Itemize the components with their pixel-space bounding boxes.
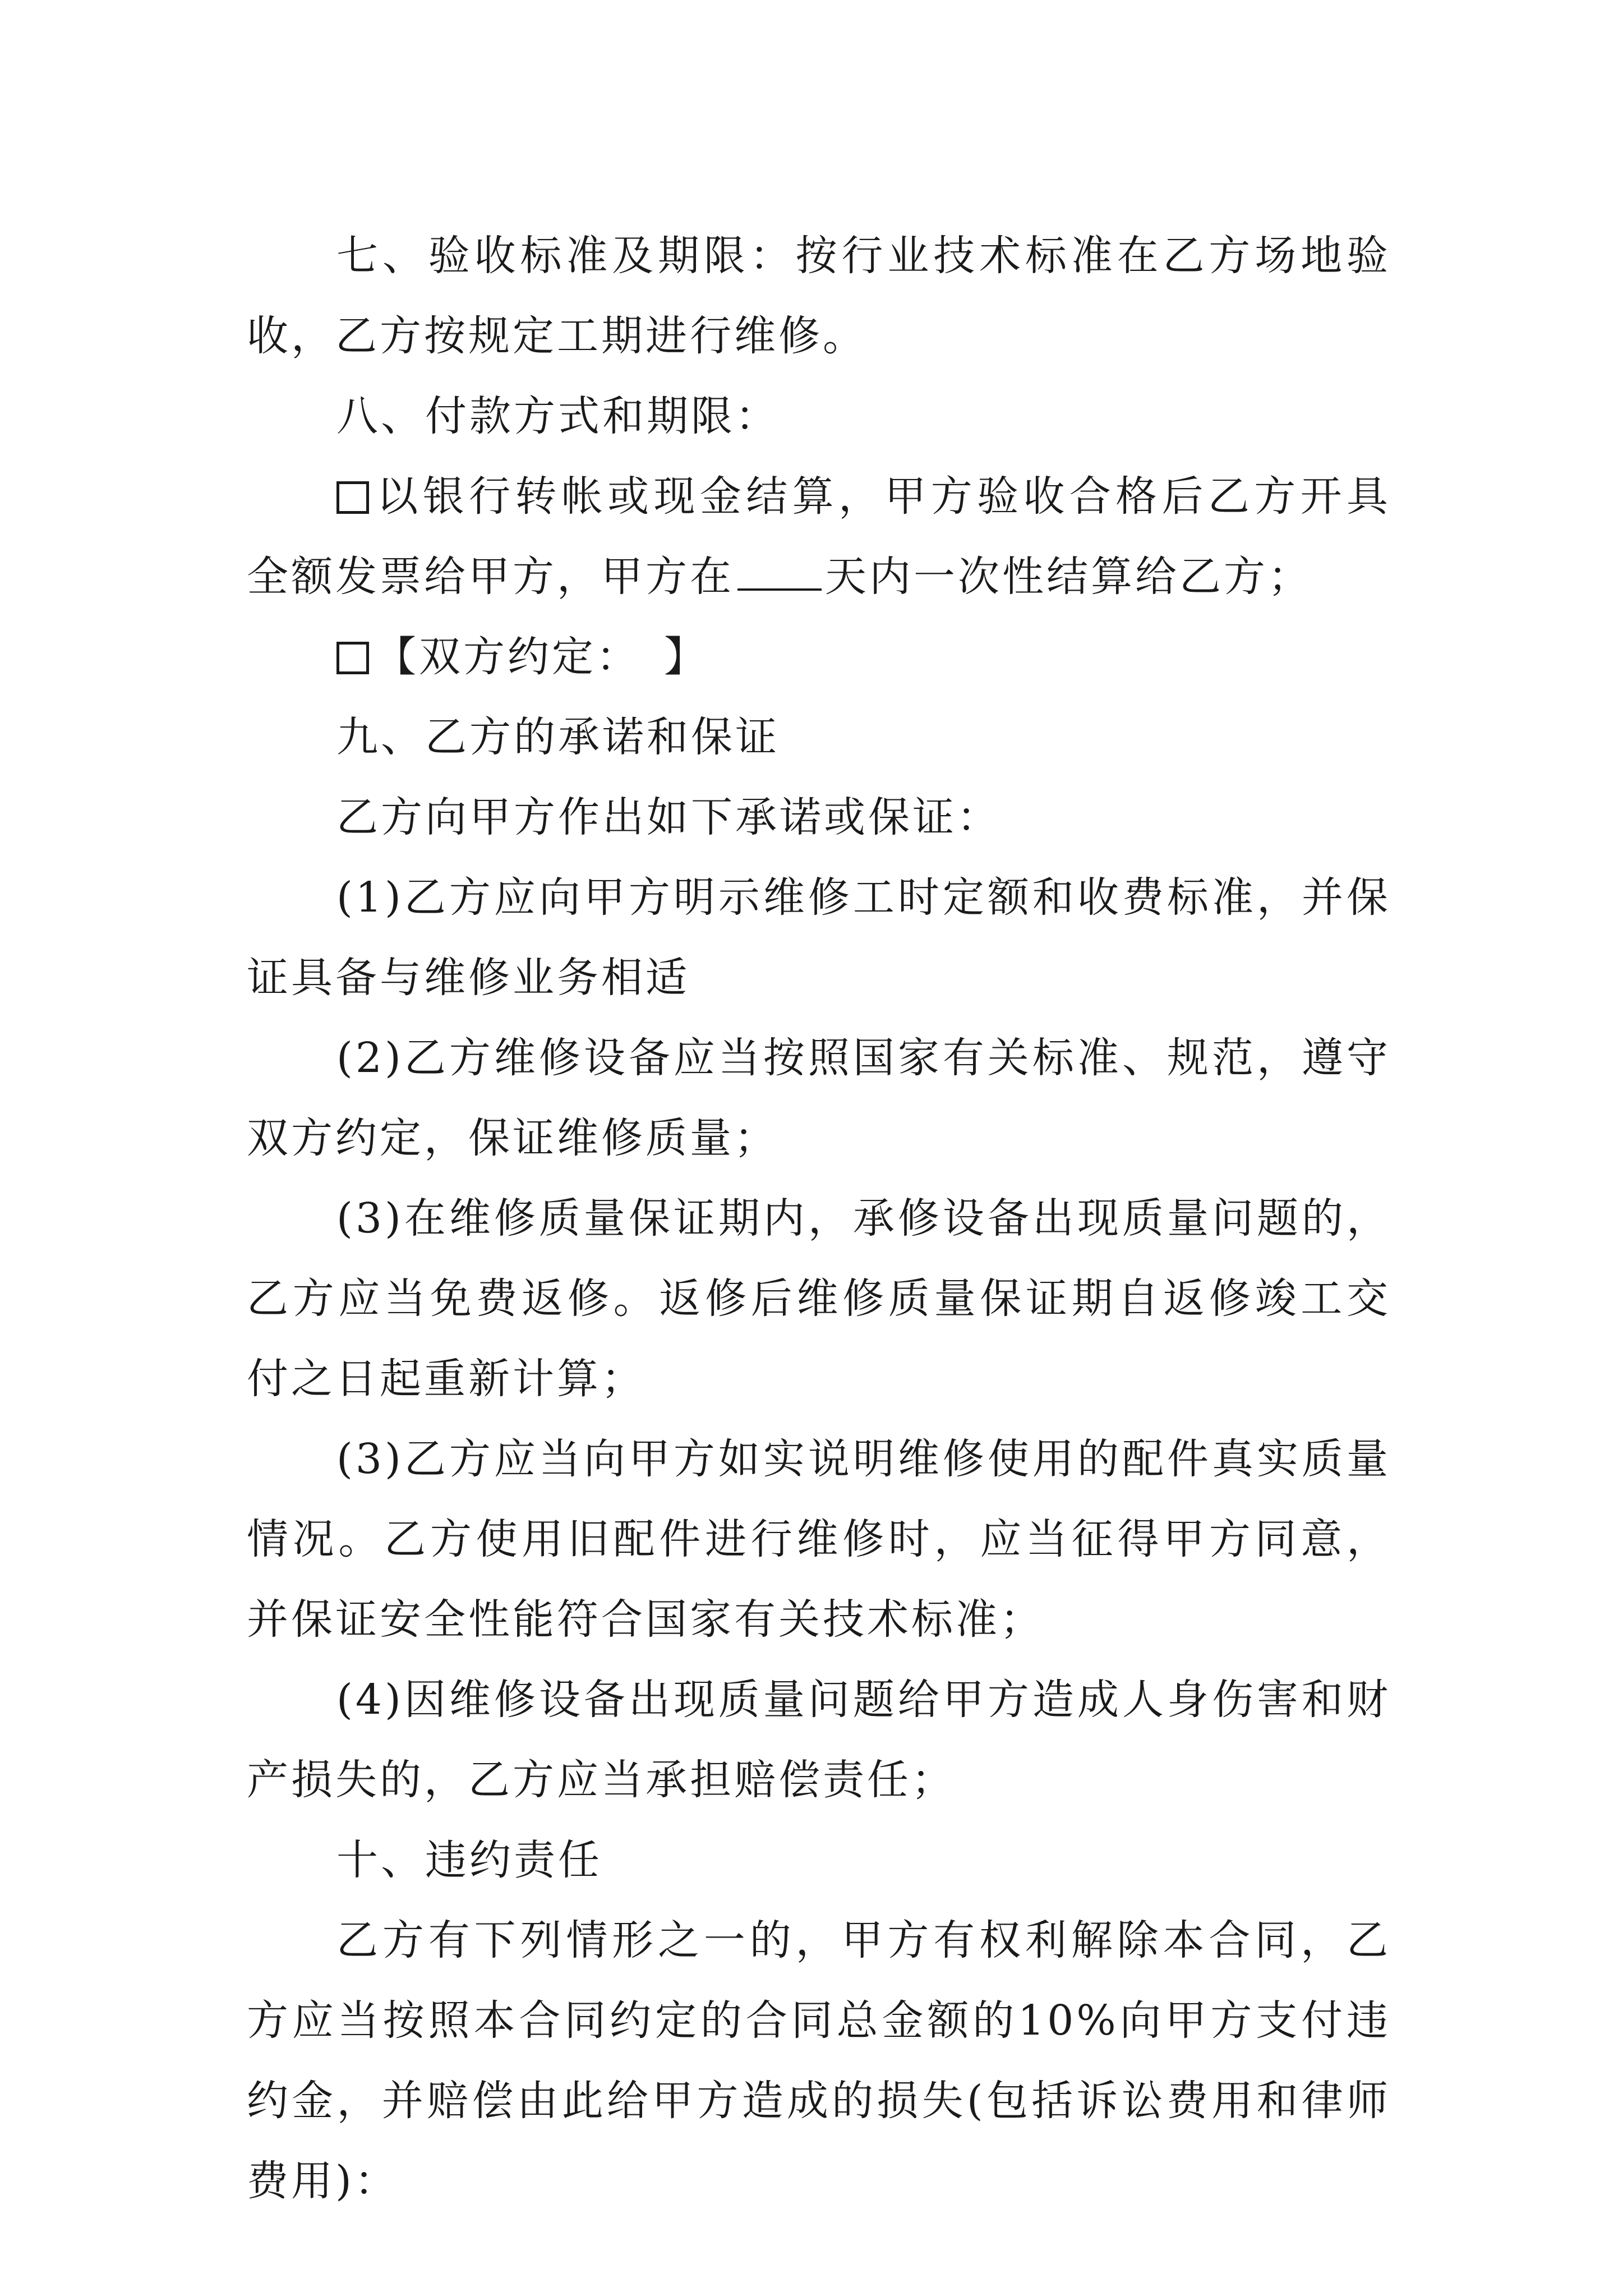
days-blank-field[interactable] (737, 555, 822, 591)
clause-9-intro: 乙方向甲方作出如下承诺或保证： (336, 793, 1001, 841)
payment-option-1 (247, 457, 1391, 617)
promise-item-1: (1)乙方应向甲方明示维修工时定额和收费标准，并保证具备与维修业务相适 (247, 873, 1391, 1002)
promise-item-3: (3)在维修质量保证期内，承修设备出现质量问题的，乙方应当免费返修。返修后维修质量保证期自返修竣工交付之日起重新计算； (247, 1194, 1391, 1403)
payment-option-1-text-b: 天内一次性结算给乙方； (825, 553, 1312, 601)
clause-10-heading: 十、违约责任 (336, 1836, 602, 1884)
document-body (247, 216, 1391, 2221)
clause-10-body: 乙方有下列情形之一的，甲方有权利解除本合同，乙方应当按照本合同约定的合同总金额的10%向甲方支付违约金，并赔偿由此给甲方造成的损失(包括诉讼费用和律师费用)： (247, 1916, 1391, 2205)
clause-7-acceptance: 七、验收标准及期限：按行业技术标准在乙方场地验收，乙方按规定工期进行维修。 (247, 232, 1391, 360)
checkbox-icon[interactable] (336, 481, 369, 514)
promise-item-4: (4)因维修设备出现质量问题给甲方造成人身伤害和财产损失的，乙方应当承担赔偿责任； (247, 1676, 1391, 1804)
payment-option-2 (247, 617, 1391, 697)
promise-item-3b: (3)乙方应当向甲方如实说明维修使用的配件真实质量情况。乙方使用旧配件进行维修时，应当征得甲方同意，并保证安全性能符合国家有关技术标准； (247, 1435, 1391, 1644)
clause-8-heading: 八、付款方式和期限： (336, 392, 780, 440)
payment-option-1-text-a: 以银行转帐或现金结算，甲方验收合格后乙方开具全额发票给甲方，甲方在 (247, 472, 1391, 601)
checkbox-icon[interactable] (336, 642, 369, 674)
clause-9-heading: 九、乙方的承诺和保证 (336, 713, 780, 761)
promise-item-2: (2)乙方维修设备应当按照国家有关标准、规范，遵守双方约定，保证维修质量； (247, 1034, 1391, 1162)
payment-option-2-text: 【双方约定： 】 (375, 633, 708, 681)
